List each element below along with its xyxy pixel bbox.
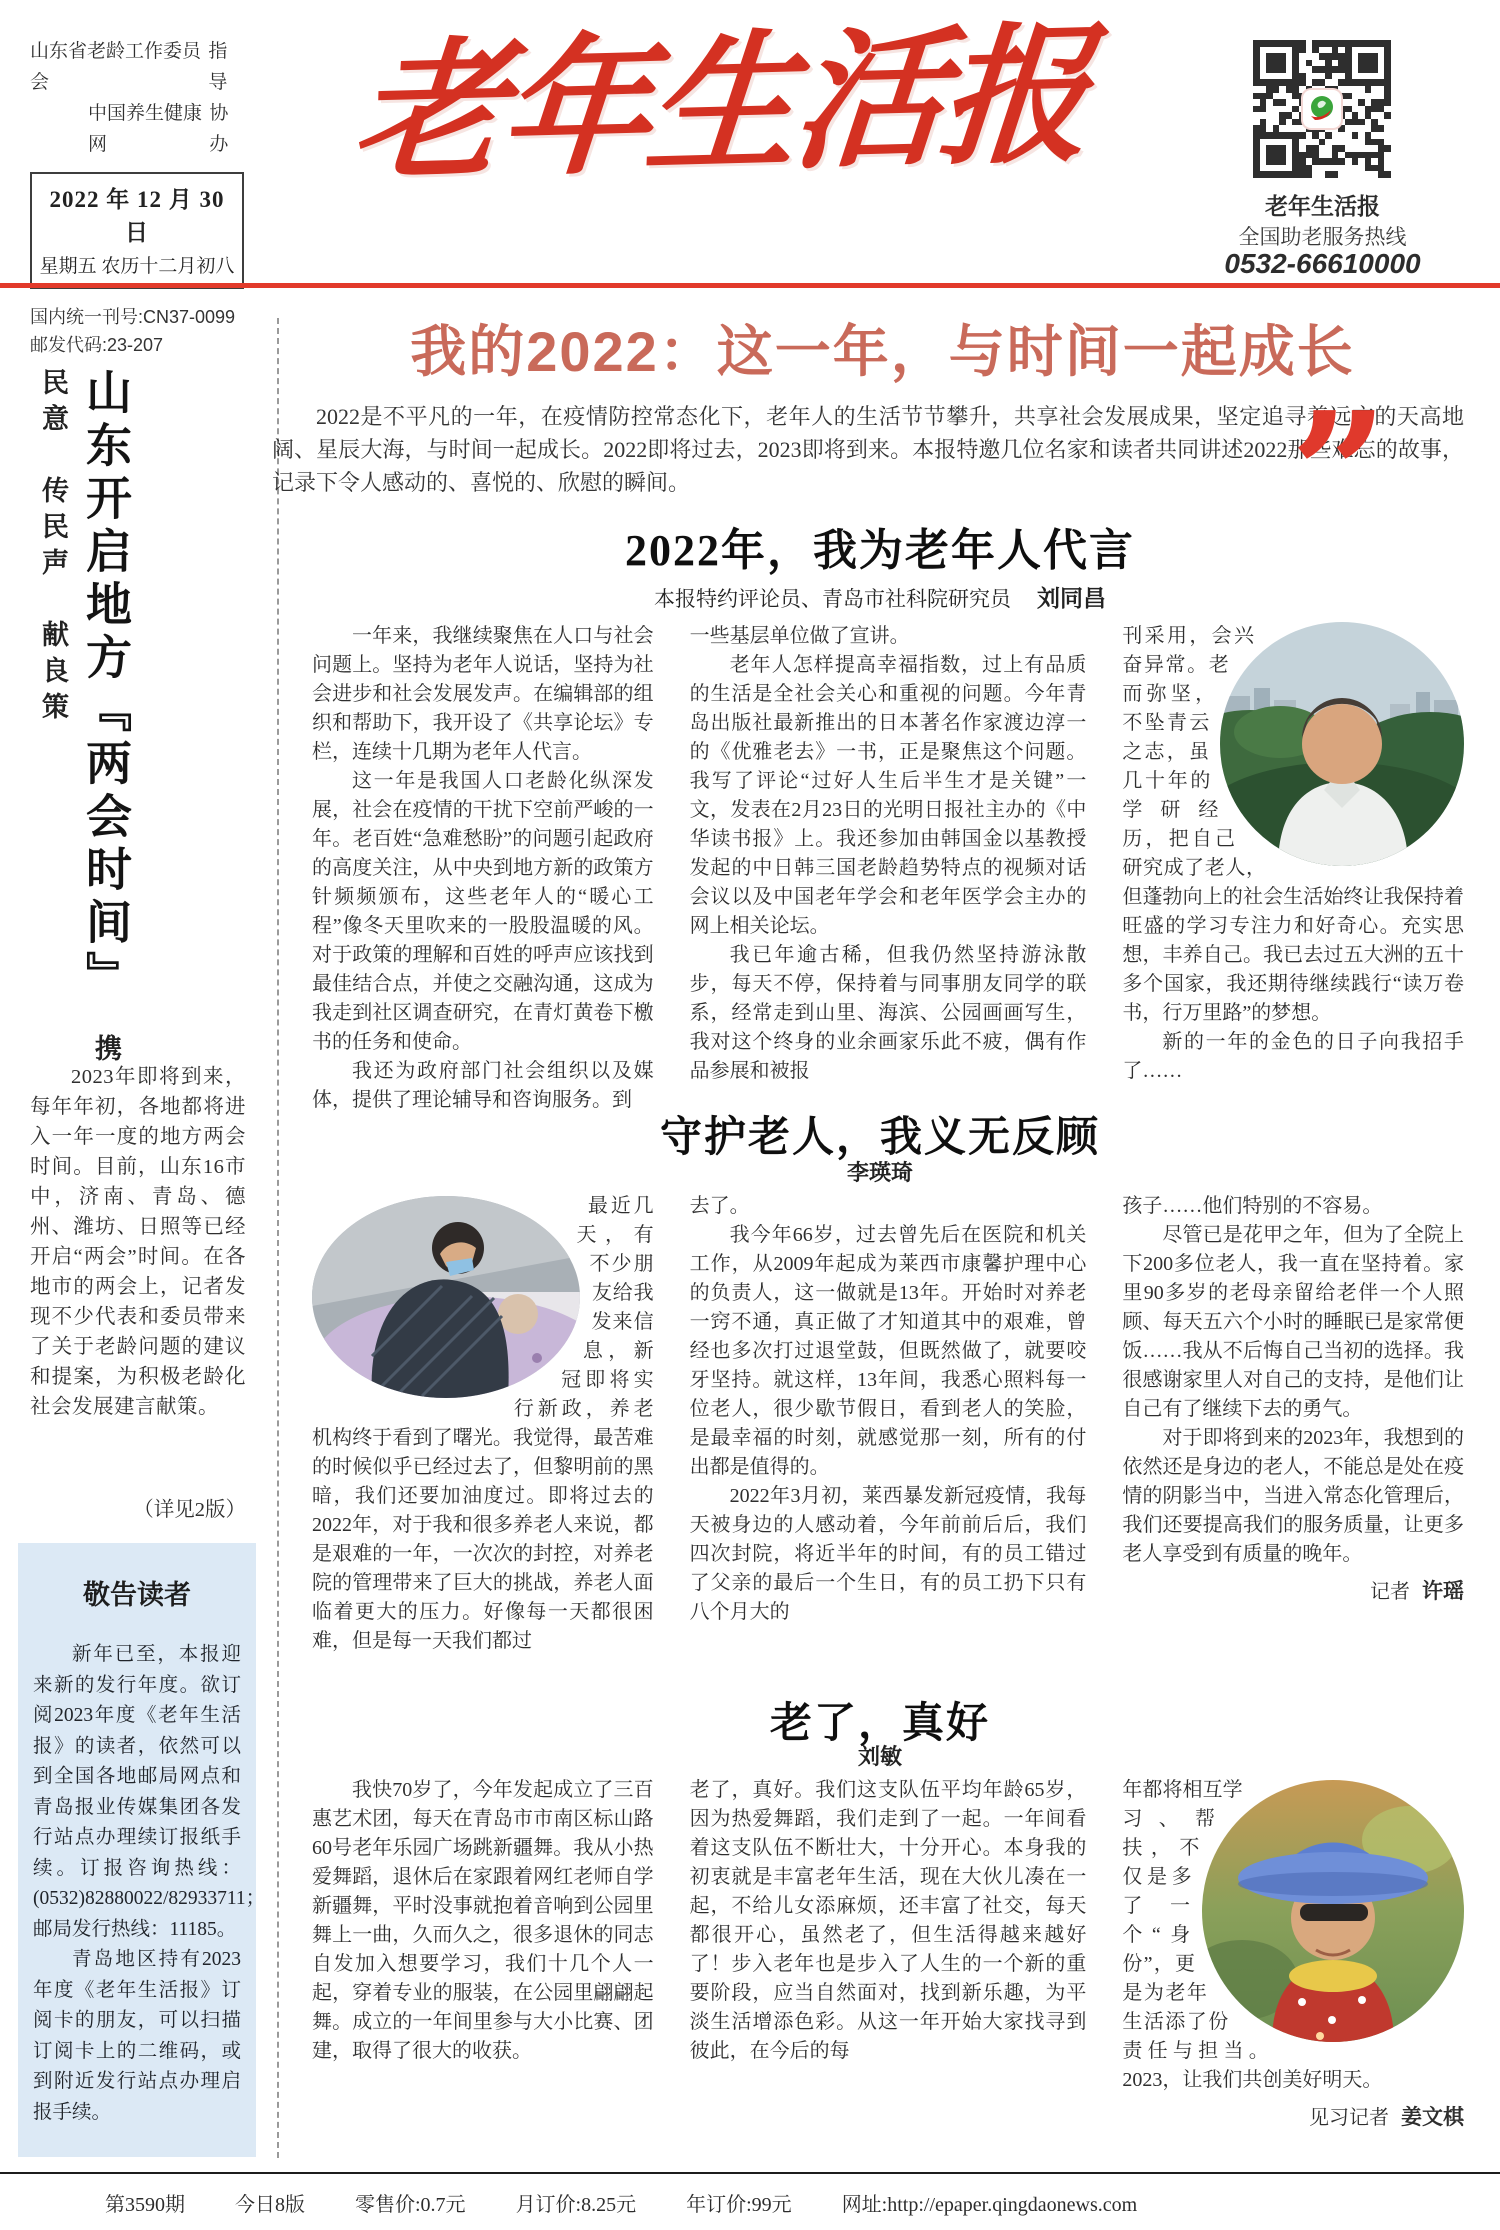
reporter-name: 许瑶 — [1421, 1580, 1464, 1603]
article1-column-3 — [1122, 622, 1464, 1118]
article3-author: 刘敏 — [857, 1744, 902, 1769]
article2-column-3 — [1122, 1192, 1464, 1692]
article2-author: 李瑛琦 — [846, 1160, 913, 1185]
masthead-divider-rule — [0, 283, 1500, 288]
reporter-name: 姜文棋 — [1400, 2106, 1464, 2129]
pages-today: 今日8版 — [235, 2194, 305, 2216]
hotline-number: 0532-66610000 — [1224, 248, 1421, 279]
article3-byline — [300, 1740, 1460, 1771]
article2-reporter-line — [1122, 1575, 1464, 1605]
article-paragraph: 我快70岁了，今年发起成立了三百惠艺术团，每天在青岛市市南区标山路60号老年乐园广场跳新疆舞。我从小热爱舞蹈，退休后在家跟着网红老师自学新疆舞，平时没事就抱着音响到公园里舞上一曲，久而久之，很多退休的同志自发加入想要学习，我们十几个人一起，穿着专业的服装，在公园里翩翩起舞。成立的一年间里参与大小比赛、团建，取得了很大的收获。 — [312, 1779, 654, 2062]
article2-caregiving-photo — [312, 1196, 580, 1398]
article-paragraph: 老了，真好。我们这支队伍平均年龄65岁，因为热爱舞蹈，我们走到了一起。一年间看着这支队伍不断壮大，十分开心。本身我的初衷就是丰富老年生活，现在大伙儿凑在一起，不给儿女添麻烦，还丰富了社交，每天都很开心，虽然老了，但生活得越来越好了！步入老年也是步入了人生的一个新的重要阶段，应当自然面对，找到新乐趣，为平淡生活增添色彩。从这一年开始大家找寻到彼此，在今后的每 — [689, 1779, 1087, 2062]
article1-byline-role: 本报特约评论员、青岛市社科院研究员 — [654, 587, 1011, 611]
article-paragraph: 2022年3月初，莱西暴发新冠疫情，我每天被身边的人感动着，今年前前后后，我们四次封院，将近半年的时间，有的员工错过了父亲的最后一个生日，有的员工扔下只有八个月大的 — [689, 1485, 1087, 1623]
article2-column-1 — [312, 1192, 654, 1692]
notice-title: 敬告读者 — [83, 1580, 191, 1610]
retail-price: 零售价:0.7元 — [355, 2194, 466, 2216]
sidebar-vertical-headline-block — [34, 368, 139, 1078]
notice-paragraph: 青岛地区持有2023年度《老年生活报》订阅卡的朋友，可以扫描订阅卡上的二维码，或到附近发行站点办理启报手续。 — [33, 1949, 241, 2123]
weekday-lunar-date: 星期五 农历十二月初八 — [39, 256, 235, 277]
article1-author: 刘同昌 — [1037, 585, 1106, 611]
article2-column-2 — [690, 1192, 1087, 1692]
article-paragraph: 刊采用，会兴奋异常。老而弥坚，不坠青云之志，虽几十年的学研经历，把自己研究成了老人，但蓬勃向上的社会生活始终让我保持着旺盛的学习专注力和好奇心。充实思想，丰养自己。我已去过五大洲的五十多个国家，我还期待继续践行“读万卷书，行万里路”的梦想。 — [1122, 625, 1464, 1024]
article-paragraph: 年都将相互学习、帮扶，不仅是多了一个“身份”，更是为老年生活添了份责任与担当。2023，让我们共创美好明天。 — [1122, 1779, 1383, 2091]
sidebar-see-page-note: （详见2版） — [133, 1499, 246, 1521]
portrait-man-trees-photo — [1220, 622, 1464, 866]
monthly-price: 月订价:8.25元 — [515, 2194, 637, 2216]
page-main-headline: 我的2022：这一年，与时间一起成长 — [410, 320, 1355, 383]
reader-notice-box — [18, 1543, 266, 2157]
article-paragraph: 一些基层单位做了宣讲。 — [689, 625, 910, 647]
article-paragraph: 一年来，我继续聚焦在人口与社会问题上。坚持为老年人说话，坚持为社会进步和社会发展发声。在编辑部的组织和帮助下，我开设了《共享论坛》专栏，连续十几期为老年人代言。 — [312, 625, 654, 763]
qr-logo-icon — [1303, 90, 1341, 128]
yearly-price: 年订价:99元 — [686, 2194, 792, 2216]
sidebar-article-text: 2023年即将到来，每年年初，各地都将进入一年一度的地方两会时间。目前，山东16市中，济南、青岛、德州、潍坊、日照等已经开启“两会”时间。在各地市的两会上，记者发现不少代表和委员带来了关于老龄问题的建议和提案，为积极老龄化社会发展建言献策。 — [30, 1066, 246, 1418]
article-paragraph: 最近几天，有不少朋友给我发来信息，新冠即将实行新政，养老机构终于看到了曙光。我觉得，最苦难的时候似乎已经过去了，但黎明前的黑暗，我们还要加油度过。即将过去的2022年，对于我和很多养老人来说，都是艰难的一年，一次次的封控，对养老院的管理带来了巨大的挑战，养老人面临着更大的压力。好像每一天都很困难，但是每一天我们都过 — [312, 1195, 654, 1652]
article-paragraph: 对于即将到来的2023年，我想到的依然还是身边的老人，不能总是处在疫情的阴影当中，当进入常态化管理后，我们还要提高我们的服务质量，让更多老人享受到有质量的晚年。 — [1122, 1427, 1464, 1565]
sponsor-line-1 — [30, 36, 244, 98]
article1-column-1 — [312, 622, 654, 1118]
lead-intro-paragraph: 2022是不平凡的一年，在疫情防控常态化下，老年人的生活节节攀升，共享社会发展成果，坚定追寻着远方的天高地阔、星辰大海，与时间一起成长。2022即将过去，2023即将到来。本报特邀几位名家和读者共同讲述2022那些难忘的故事，记录下令人感动的、喜悦的、欣慰的瞬间。 — [272, 404, 1464, 495]
article3-column-3 — [1122, 1776, 1464, 2148]
website-url: 网址:http://epaper.qingdaonews.com — [841, 2194, 1138, 2216]
article-paragraph: 老年人怎样提高幸福指数，过上有品质的生活是全社会关心和重视的问题。今年青岛出版社最新推出的日本著名作家渡边淳一的《优雅老去》一书，正是聚焦这个问题。我写了评论“过好人生后半生才是关键”一文，发表在2月23日的光明日报社主办的《中华读书报》上。我还参加由韩国金以基教授发起的中日韩三国老龄趋势特点的视频对话会议以及中国老年学会和老年医学会主办的网上相关论坛。 — [689, 654, 1087, 937]
qr-caption: 老年生活报 — [1265, 193, 1380, 219]
article2-byline — [300, 1156, 1460, 1187]
article1-body — [312, 622, 1464, 1118]
quote-mark-icon: ” — [1290, 375, 1388, 575]
masthead-left-block — [30, 36, 244, 359]
sponsor-line-2 — [30, 98, 244, 160]
article1-byline — [300, 580, 1460, 613]
article-paragraph: 尽管已是花甲之年，但为了全院上下200多位老人，我一直在坚持着。家里90多岁的老母亲留给老伴一个人照顾、每天五六个小时的睡眠已是家常便饭……我从不后悔自己当初的选择。我很感谢家里人对自己的支持，是他们让自己有了继续下去的勇气。 — [1122, 1224, 1464, 1420]
article2-body — [312, 1192, 1464, 1692]
footer-rule — [0, 2172, 1500, 2174]
article1-column-2 — [690, 622, 1087, 1118]
brand-logo-icon — [1307, 94, 1337, 124]
article1-title: 2022年，我为老年人代言 — [625, 526, 1135, 575]
article-paragraph: 我还为政府部门社会组织以及媒体，提供了理论辅导和咨询服务。到 — [312, 1060, 654, 1111]
sponsor-name: 中国养生健康网 — [88, 103, 203, 155]
date-box — [30, 172, 244, 289]
sidebar-divider — [277, 318, 279, 2158]
article3-column-2 — [690, 1776, 1087, 2148]
sidebar-headline: 山东开启地方『两会时间』 — [80, 368, 132, 1004]
publication-date: 2022 年 12 月 30 日 — [49, 187, 225, 245]
sponsor-role: 协办 — [209, 103, 229, 155]
reporter-label: 记者 — [1369, 1581, 1410, 1603]
article-paragraph: 我今年66岁，过去曾先后在医院和机关工作，从2009年起成为莱西市康馨护理中心的负责人，这一做就是13年。开始时对养老一窍不通，真正做了才知道其中的艰难，曾经也多次打过退堂鼓，但既然做了，就要咬牙坚持。就这样，13年间，我悉心照料每一位老人，很少歇节假日，看到老人的笑脸，是最幸福的时刻，就感觉那一刻，所有的付出都是值得的。 — [689, 1224, 1087, 1478]
article1-author-photo — [1220, 622, 1464, 866]
newspaper-title: 老年生活报 — [347, 6, 1094, 202]
issue-number: 第3590期 — [105, 2194, 185, 2216]
postal-code: 邮发代码:23-207 — [30, 335, 164, 355]
article2-title: 守护老人，我义无反顾 — [659, 1115, 1100, 1161]
article3-body — [312, 1776, 1464, 2148]
issn-number: 国内统一刊号:CN37-0099 — [30, 307, 236, 327]
article3-column-1 — [312, 1776, 654, 2148]
article-paragraph: 新的一年的金色的日子向我招手了…… — [1122, 1031, 1464, 1082]
article-paragraph: 去了。 — [689, 1195, 750, 1217]
footer-info-row — [105, 2188, 1455, 2217]
reporter-label: 见习记者 — [1308, 2107, 1389, 2129]
qr-code — [1253, 40, 1391, 178]
article-paragraph: 这一年是我国人口老龄化纵深发展，社会在疫情的干扰下空前严峻的一年。老百姓“急难愁盼”的问题引起政府的高度关注，从中央到地方新的政策方针频频颁布，这些老年人的“暖心工程”像冬天里吹来的一股股温暖的风。对于政策的理解和百姓的呼声应该找到最佳结合点，并使之交融沟通，这成为我走到社区调查研究，在青灯黄卷下檄书的任务和使命。 — [312, 770, 654, 1053]
sidebar-subheadline: 携民意 传民声 献良策 — [38, 368, 121, 1070]
sponsor-role: 指导 — [208, 41, 228, 93]
article3-title: 老了，真好 — [769, 1701, 990, 1747]
article3-dancer-photo — [1202, 1780, 1464, 2042]
article-paragraph: 我已年逾古稀，但我仍然坚持游泳散步，每天不停，保持着与同事朋友同学的联系，经常走到山里、海滨、公园画画写生，我对这个终身的业余画家乐此不疲，偶有作品参展和被报 — [689, 944, 1087, 1082]
issue-info — [30, 303, 244, 359]
woman-blue-hat-photo — [1202, 1780, 1464, 2042]
notice-paragraph: 新年已至，本报迎来新的发行年度。欲订阅2023年度《老年生活报》的读者，依然可以到全国各地邮局网点和青岛报业传媒集团各发行站点办理续订报纸手续。订报咨询热线：(0532)82880022/82933711；邮局发行热线：11185。 — [33, 1644, 266, 1940]
article3-reporter-line — [1122, 2101, 1464, 2131]
hotline-label: 全国助老服务热线 — [1238, 226, 1407, 249]
caregiver-bedside-photo — [312, 1196, 580, 1398]
article-paragraph: 孩子……他们特别的不容易。 — [1122, 1195, 1383, 1217]
sponsor-name: 山东省老龄工作委员会 — [30, 41, 202, 93]
